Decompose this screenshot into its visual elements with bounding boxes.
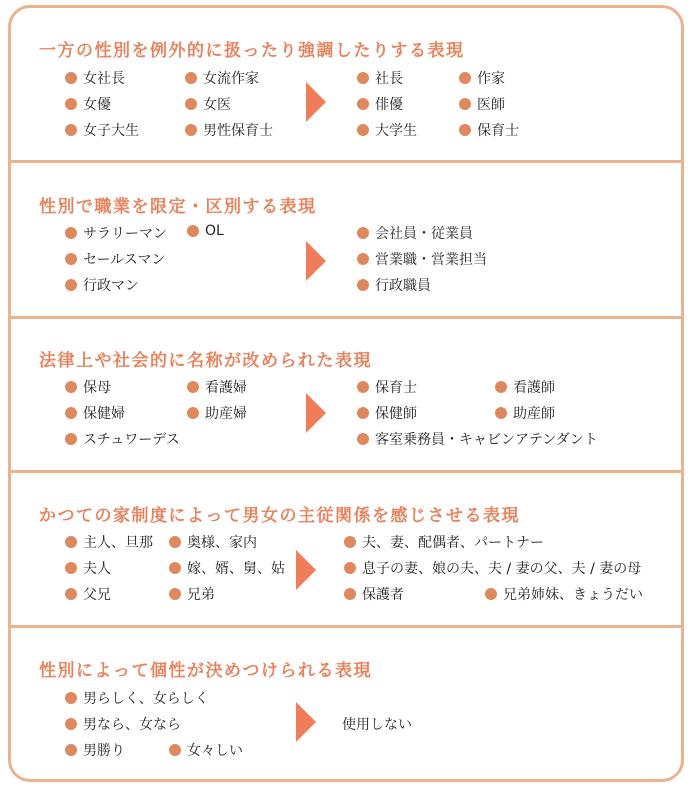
before-item: 嫁、婿、舅、姑: [169, 558, 285, 578]
after-item: 保育士: [357, 377, 417, 397]
arrow-right-icon: [306, 82, 326, 122]
section-title: 法律上や社会的に名称が改められた表現: [39, 351, 372, 371]
bullet-icon: [65, 227, 77, 239]
bullet-icon: [459, 72, 471, 84]
bullet-icon: [485, 588, 497, 600]
before-item: 女子大生: [65, 120, 139, 140]
before-item: 行政マン: [65, 275, 139, 295]
arrow-right-icon: [306, 241, 326, 281]
section-exceptional-gender: [11, 8, 681, 163]
before-item: 保健婦: [65, 403, 125, 423]
bullet-icon: [65, 692, 77, 704]
bullet-icon: [65, 381, 77, 393]
after-text: 使用しない: [342, 717, 412, 733]
before-item: セールスマン: [65, 249, 165, 269]
bullet-icon: [65, 253, 77, 265]
after-item: 保育士: [459, 120, 519, 140]
bullet-icon: [357, 253, 369, 265]
section-household-hierarchy: [11, 473, 681, 628]
after-item: 行政職員: [357, 275, 431, 295]
after-item: 作家: [459, 68, 505, 88]
bullet-icon: [187, 225, 199, 237]
bullet-icon: [344, 562, 356, 574]
section-occupation-gender: [11, 163, 681, 319]
after-item: 保護者: [344, 584, 404, 604]
after-item: 看護師: [495, 377, 555, 397]
section-title: 一方の性別を例外的に扱ったり強調したりする表現: [39, 41, 465, 61]
bullet-icon: [357, 381, 369, 393]
before-item: 女優: [65, 94, 111, 114]
after-item: 俳優: [357, 94, 403, 114]
after-item: 息子の妻、娘の夫、夫 / 妻の父、夫 / 妻の母: [344, 558, 641, 578]
bullet-icon: [169, 536, 181, 548]
bullet-icon: [187, 381, 199, 393]
bullet-icon: [65, 718, 77, 730]
bullet-icon: [357, 98, 369, 110]
before-item: 保母: [65, 377, 111, 397]
bullet-icon: [65, 124, 77, 136]
bullet-icon: [187, 407, 199, 419]
before-item: 女々しい: [169, 740, 243, 760]
bullet-icon: [65, 588, 77, 600]
before-item: 助産婦: [187, 403, 247, 423]
before-item: 看護婦: [187, 377, 247, 397]
bullet-icon: [169, 588, 181, 600]
bullet-icon: [495, 381, 507, 393]
before-item: 男勝り: [65, 740, 125, 760]
section-personality-stereotype: [11, 628, 681, 779]
bullet-icon: [357, 72, 369, 84]
before-item: スチュワーデス: [65, 429, 180, 449]
bullet-icon: [459, 98, 471, 110]
arrow-right-icon: [296, 702, 316, 742]
after-item: 会社員・従業員: [357, 223, 473, 243]
bullet-icon: [357, 407, 369, 419]
section-title: 性別によって個性が決めつけられる表現: [39, 661, 372, 681]
after-item: 社長: [357, 68, 403, 88]
bullet-icon: [357, 227, 369, 239]
section-title: かつての家制度によって男女の主従関係を感じさせる表現: [39, 506, 520, 526]
bullet-icon: [357, 279, 369, 291]
bullet-icon: [185, 72, 197, 84]
bullet-icon: [459, 124, 471, 136]
after-item: 大学生: [357, 120, 417, 140]
bullet-icon: [357, 433, 369, 445]
expression-guide-card: [8, 5, 684, 782]
before-item: 女流作家: [185, 68, 259, 88]
bullet-icon: [65, 562, 77, 574]
arrow-right-icon: [296, 550, 316, 590]
bullet-icon: [185, 124, 197, 136]
before-item: 兄弟: [169, 584, 215, 604]
before-item: 奥様、家内: [169, 532, 257, 552]
before-item: 男性保育士: [185, 120, 273, 140]
section-renamed-terms: [11, 319, 681, 473]
bullet-icon: [65, 744, 77, 756]
after-item: 保健師: [357, 403, 417, 423]
bullet-icon: [169, 562, 181, 574]
bullet-icon: [185, 98, 197, 110]
after-item: 夫、妻、配偶者、パートナー: [344, 532, 544, 552]
bullet-icon: [65, 98, 77, 110]
before-item: 夫人: [65, 558, 111, 578]
before-item: 女医: [185, 94, 231, 114]
before-item: 女社長: [65, 68, 125, 88]
arrow-right-icon: [306, 393, 326, 433]
bullet-icon: [65, 407, 77, 419]
bullet-icon: [65, 433, 77, 445]
before-item: 男なら、女なら: [65, 714, 181, 734]
after-item: 営業職・営業担当: [357, 249, 487, 269]
before-item: 主人、旦那: [65, 532, 153, 552]
bullet-icon: [65, 279, 77, 291]
before-item: 父兄: [65, 584, 111, 604]
bullet-icon: [344, 588, 356, 600]
before-item: 男らしく、女らしく: [65, 688, 209, 708]
bullet-icon: [65, 72, 77, 84]
before-item: サラリーマン: [65, 223, 167, 243]
bullet-icon: [344, 536, 356, 548]
after-item: 医師: [459, 94, 505, 114]
before-item: OL: [187, 223, 224, 239]
section-title: 性別で職業を限定・区別する表現: [39, 197, 317, 217]
after-item: 兄弟姉妹、きょうだい: [485, 584, 643, 604]
bullet-icon: [65, 536, 77, 548]
after-item: 客室乗務員・キャビンアテンダント: [357, 429, 598, 449]
bullet-icon: [357, 124, 369, 136]
bullet-icon: [495, 407, 507, 419]
bullet-icon: [169, 744, 181, 756]
after-item: 助産師: [495, 403, 555, 423]
